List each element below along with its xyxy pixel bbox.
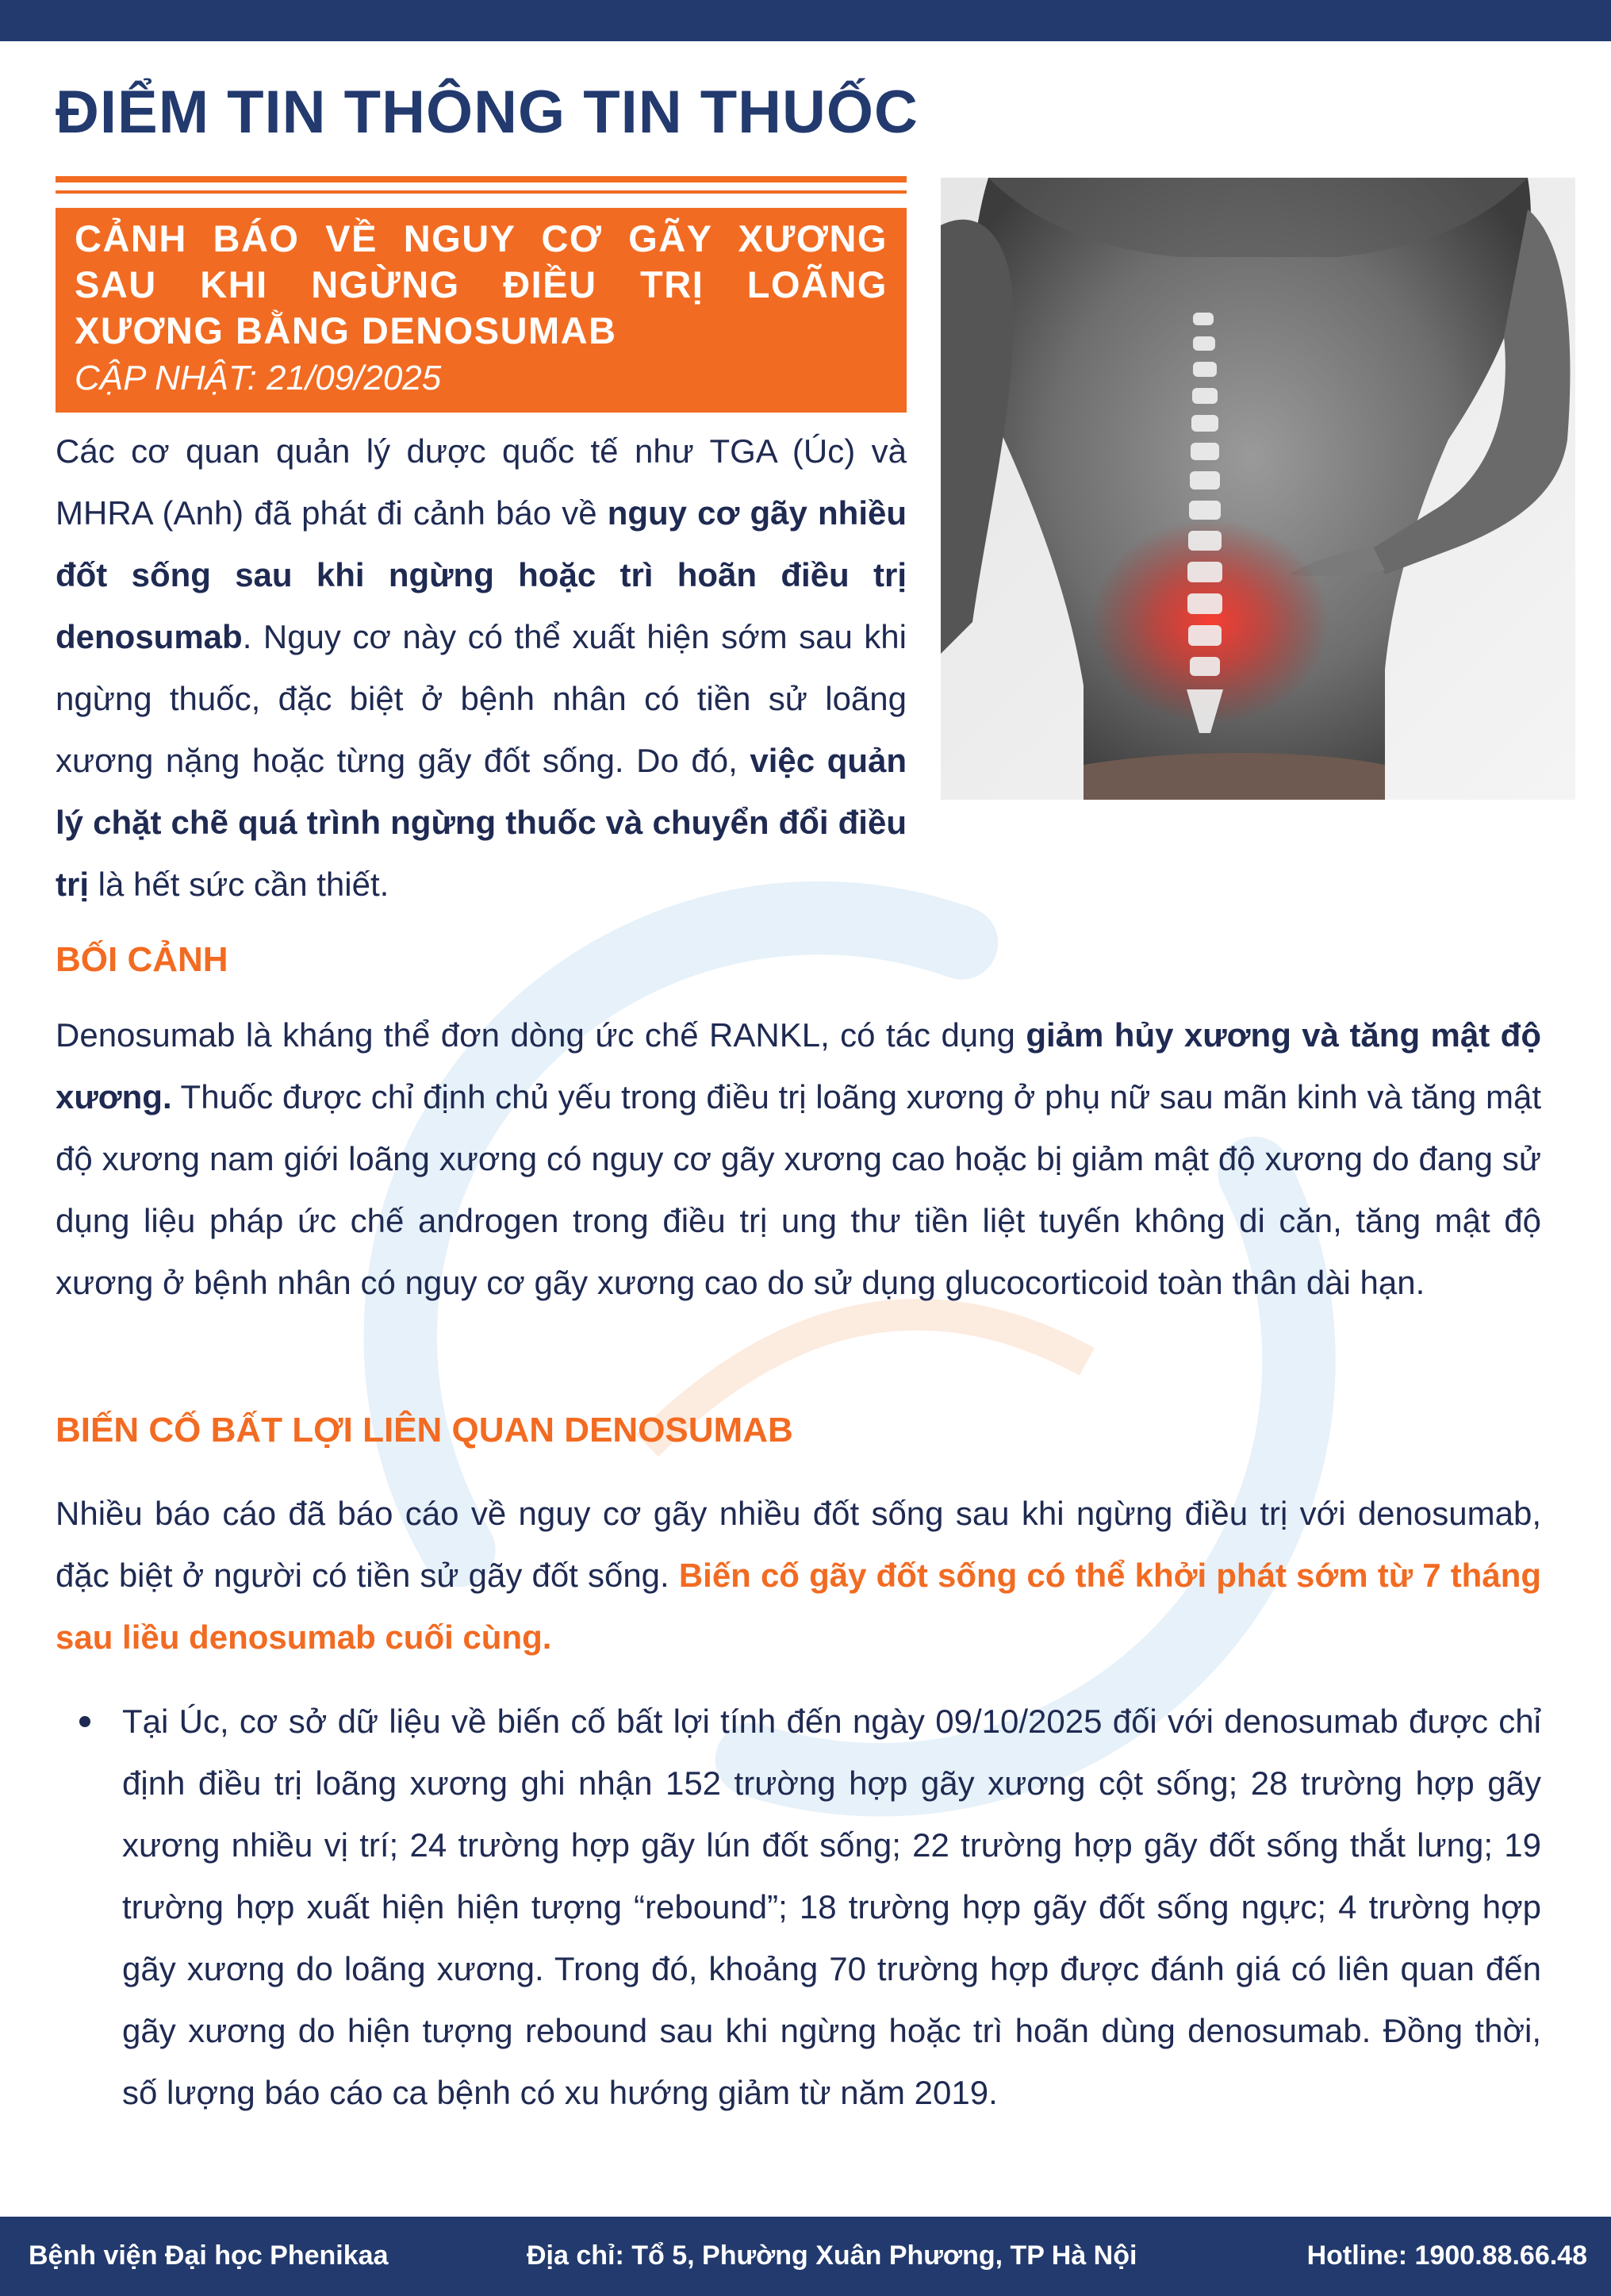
context-paragraph: Denosumab là kháng thể đơn dòng ức chế RANKL, có tác dụng giảm hủy xương và tăng mật độ xương. Thuốc được chỉ định chủ yếu trong điều trị loãng xương ở phụ nữ sau mãn kinh và tăng mật độ xương nam giới loãng xương có nguy cơ gãy xương cao hoặc bị giảm mật độ xương do đang sử dụng liệu pháp ức chế androgen trong điều trị ung thư tiền liệt tuyến không di căn, tăng mật độ xương ở bệnh nhân có nguy cơ gãy xương cao do sử dụng glucocorticoid toàn thân dài hạn.	[56, 1016, 1541, 1301]
heading-adverse-events: BIẾN CỐ BẤT LỢI LIÊN QUAN DENOSUMAB	[56, 1411, 793, 1449]
footer-hospital: Bệnh viện Đại học Phenikaa	[29, 2240, 389, 2271]
update-date: CẬP NHẬT: 21/09/2025	[75, 359, 442, 397]
page-title: ĐIỂM TIN THÔNG TIN THUỐC	[56, 79, 919, 146]
title-divider-thin	[56, 190, 907, 194]
back-pain-photo	[941, 178, 1575, 800]
adverse-bullet-list	[56, 1691, 1541, 2124]
list-item	[56, 1691, 1541, 2124]
footer-bar	[0, 2217, 1611, 2296]
intro-paragraph: Các cơ quan quản lý dược quốc tế như TGA (Úc) và MHRA (Anh) đã phát đi cảnh báo về nguy cơ gãy nhiều đốt sống sau khi ngừng hoặc trì hoãn điều trị denosumab. Nguy cơ này có thể xuất hiện sớm sau khi ngừng thuốc, đặc biệt ở bệnh nhân có tiền sử loãng xương nặng hoặc từng gãy đốt sống. Do đó, việc quản lý chặt chẽ quá trình ngừng thuốc và chuyển đổi điều trị là hết sức cần thiết.	[56, 432, 907, 903]
adverse-paragraph: Nhiều báo cáo đã báo cáo về nguy cơ gãy nhiều đốt sống sau khi ngừng điều trị với denosumab, đặc biệt ở người có tiền sử gãy đốt sống. Biến cố gãy đốt sống có thể khởi phát sớm từ 7 tháng sau liều denosumab cuối cùng.	[56, 1495, 1542, 1656]
top-bar	[0, 0, 1611, 41]
headline-banner	[56, 208, 907, 413]
footer-hotline: Hotline: 1900.88.66.48	[1306, 2240, 1587, 2271]
footer-address: Địa chỉ: Tổ 5, Phường Xuân Phương, TP Hà Nội	[527, 2240, 1137, 2271]
bullet-icon	[79, 1716, 90, 1727]
headline-title: CẢNH BÁO VỀ NGUY CƠ GÃY XƯƠNG SAU KHI NGỪNG ĐIỀU TRỊ LOÃNG XƯƠNG BẰNG DENOSUMAB	[75, 217, 888, 351]
heading-context: BỐI CẢNH	[56, 940, 228, 979]
bullet-text: Tại Úc, cơ sở dữ liệu về biến cố bất lợi tính đến ngày 09/10/2025 đối với denosumab được chỉ định điều trị loãng xương ghi nhận 152 trường hợp gãy xương cột sống; 28 trường hợp gãy xương nhiều vị trí; 24 trường hợp gãy lún đốt sống; 22 trường hợp gãy đốt sống thắt lưng; 19 trường hợp xuất hiện hiện tượng “rebound”; 18 trường hợp gãy đốt sống ngực; 4 trường hợp gãy xương do loãng xương. Trong đó, khoảng 70 trường hợp được đánh giá có liên quan đến gãy xương do hiện tượng rebound sau khi ngừng hoặc trì hoãn dùng denosumab. Đồng thời, số lượng báo cáo ca bệnh có xu hướng giảm từ năm 2019.	[122, 1703, 1541, 2111]
title-divider	[56, 176, 907, 182]
